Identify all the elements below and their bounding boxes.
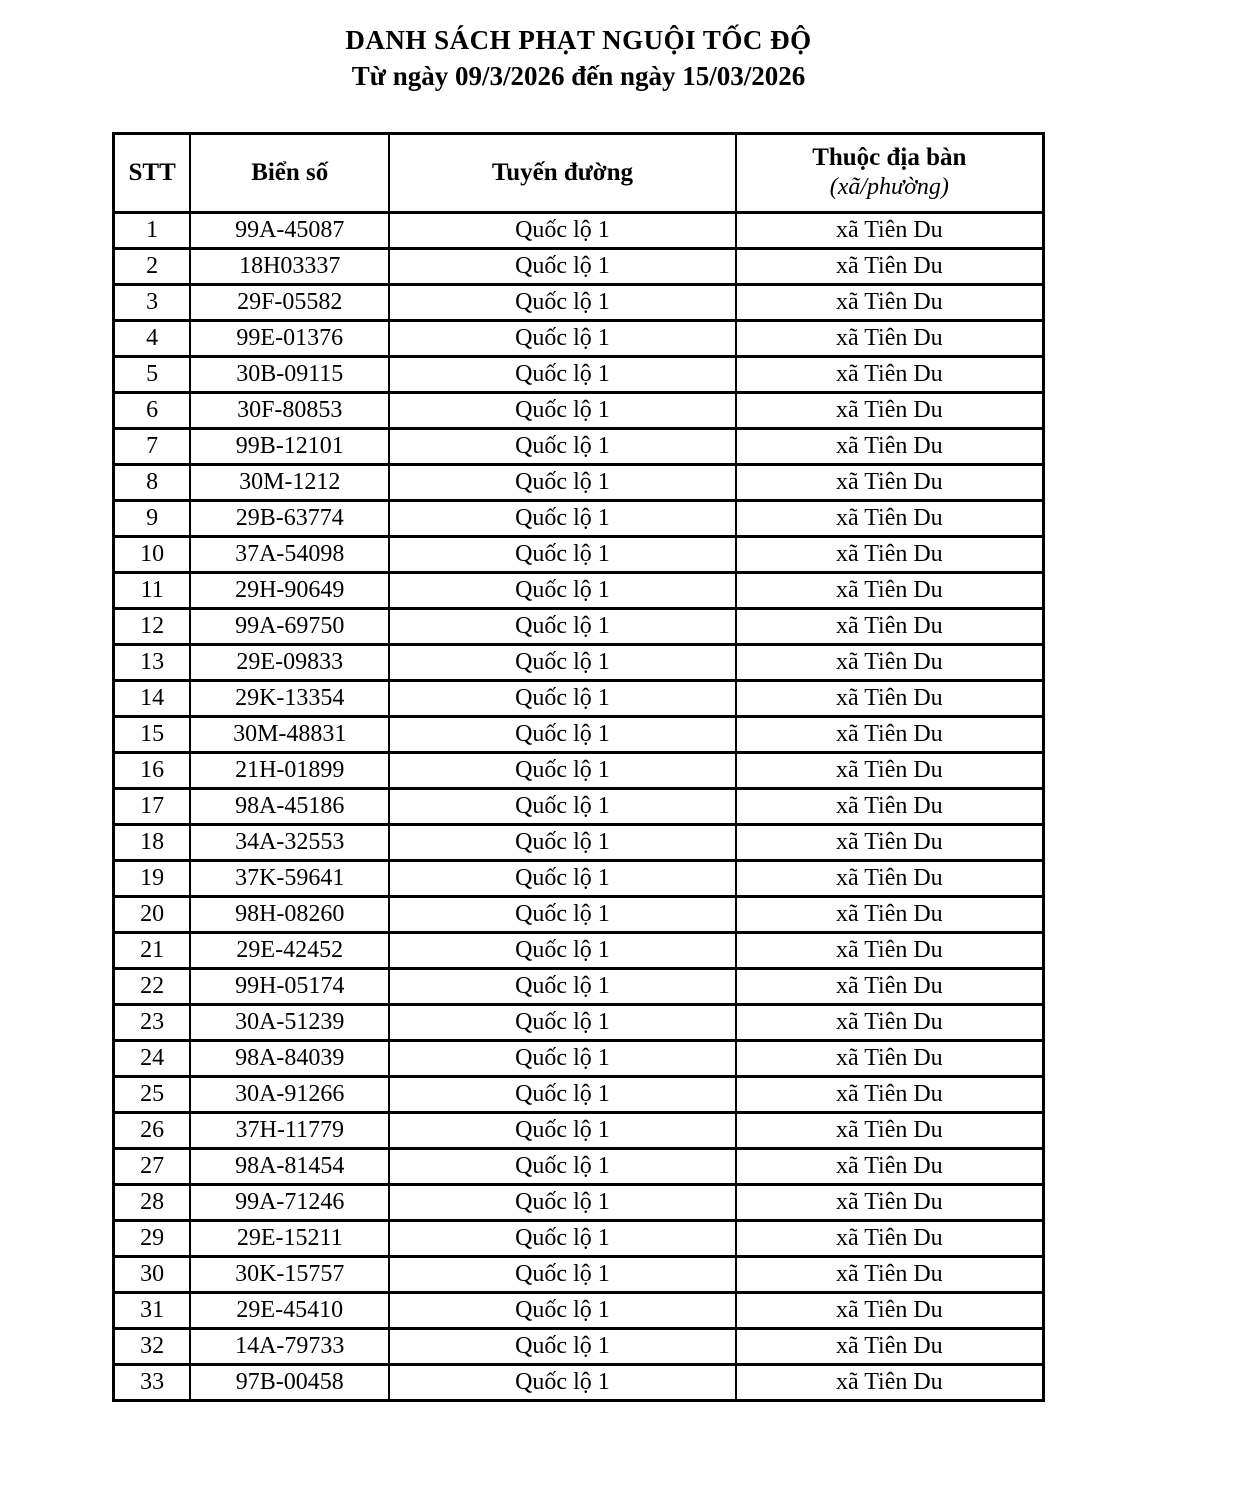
row-plate: 99B-12101 — [190, 428, 389, 464]
row-area: xã Tiên Du — [736, 752, 1044, 788]
row-plate: 99A-69750 — [190, 608, 389, 644]
row-area: xã Tiên Du — [736, 788, 1044, 824]
fines-table-header — [114, 133, 1044, 212]
row-area: xã Tiên Du — [736, 284, 1044, 320]
row-stt: 16 — [114, 752, 191, 788]
row-area: xã Tiên Du — [736, 824, 1044, 860]
table-row — [114, 896, 1044, 932]
row-stt: 27 — [114, 1148, 191, 1184]
row-stt: 31 — [114, 1292, 191, 1328]
row-stt: 7 — [114, 428, 191, 464]
row-plate: 30M-48831 — [190, 716, 389, 752]
row-plate: 99E-01376 — [190, 320, 389, 356]
row-route: Quốc lộ 1 — [389, 356, 735, 392]
row-plate: 29E-42452 — [190, 932, 389, 968]
row-stt: 1 — [114, 212, 191, 248]
row-plate: 29E-09833 — [190, 644, 389, 680]
table-row — [114, 1040, 1044, 1076]
document-content — [112, 0, 1045, 1402]
table-row — [114, 356, 1044, 392]
row-plate: 30M-1212 — [190, 464, 389, 500]
row-stt: 13 — [114, 644, 191, 680]
row-area: xã Tiên Du — [736, 356, 1044, 392]
row-area: xã Tiên Du — [736, 536, 1044, 572]
row-route: Quốc lộ 1 — [389, 1112, 735, 1148]
row-plate: 98A-84039 — [190, 1040, 389, 1076]
table-row — [114, 752, 1044, 788]
row-route: Quốc lộ 1 — [389, 320, 735, 356]
row-area: xã Tiên Du — [736, 428, 1044, 464]
row-stt: 33 — [114, 1364, 191, 1400]
row-area: xã Tiên Du — [736, 860, 1044, 896]
col-header-stt: STT — [114, 133, 191, 212]
fines-table-body — [114, 212, 1044, 1400]
table-row — [114, 1112, 1044, 1148]
table-row — [114, 968, 1044, 1004]
row-route: Quốc lộ 1 — [389, 536, 735, 572]
row-stt: 11 — [114, 572, 191, 608]
row-area: xã Tiên Du — [736, 1004, 1044, 1040]
table-row — [114, 644, 1044, 680]
row-stt: 14 — [114, 680, 191, 716]
row-route: Quốc lộ 1 — [389, 788, 735, 824]
row-stt: 12 — [114, 608, 191, 644]
row-plate: 99H-05174 — [190, 968, 389, 1004]
row-area: xã Tiên Du — [736, 1112, 1044, 1148]
row-route: Quốc lộ 1 — [389, 1004, 735, 1040]
table-row — [114, 1256, 1044, 1292]
row-route: Quốc lộ 1 — [389, 572, 735, 608]
row-stt: 4 — [114, 320, 191, 356]
row-stt: 6 — [114, 392, 191, 428]
row-stt: 28 — [114, 1184, 191, 1220]
row-route: Quốc lộ 1 — [389, 464, 735, 500]
row-stt: 19 — [114, 860, 191, 896]
row-area: xã Tiên Du — [736, 572, 1044, 608]
row-area: xã Tiên Du — [736, 716, 1044, 752]
row-plate: 37A-54098 — [190, 536, 389, 572]
row-route: Quốc lộ 1 — [389, 212, 735, 248]
page-title: DANH SÁCH PHẠT NGUỘI TỐC ĐỘ — [345, 25, 812, 55]
row-area: xã Tiên Du — [736, 1328, 1044, 1364]
row-stt: 8 — [114, 464, 191, 500]
row-plate: 30B-09115 — [190, 356, 389, 392]
table-row — [114, 1004, 1044, 1040]
row-area: xã Tiên Du — [736, 1184, 1044, 1220]
row-stt: 22 — [114, 968, 191, 1004]
row-route: Quốc lộ 1 — [389, 284, 735, 320]
row-plate: 29E-45410 — [190, 1292, 389, 1328]
row-stt: 3 — [114, 284, 191, 320]
row-route: Quốc lộ 1 — [389, 968, 735, 1004]
table-row — [114, 932, 1044, 968]
row-route: Quốc lộ 1 — [389, 896, 735, 932]
row-area: xã Tiên Du — [736, 968, 1044, 1004]
row-plate: 37H-11779 — [190, 1112, 389, 1148]
row-plate: 34A-32553 — [190, 824, 389, 860]
table-row — [114, 536, 1044, 572]
row-area: xã Tiên Du — [736, 320, 1044, 356]
table-row — [114, 824, 1044, 860]
row-plate: 29B-63774 — [190, 500, 389, 536]
table-row — [114, 1184, 1044, 1220]
row-route: Quốc lộ 1 — [389, 1040, 735, 1076]
row-area: xã Tiên Du — [736, 464, 1044, 500]
table-row — [114, 608, 1044, 644]
table-row — [114, 248, 1044, 284]
table-row — [114, 428, 1044, 464]
row-route: Quốc lộ 1 — [389, 716, 735, 752]
row-plate: 29H-90649 — [190, 572, 389, 608]
row-area: xã Tiên Du — [736, 248, 1044, 284]
row-stt: 2 — [114, 248, 191, 284]
col-header-area-title: Thuộc địa bàn — [812, 144, 967, 172]
row-plate: 21H-01899 — [190, 752, 389, 788]
row-area: xã Tiên Du — [736, 212, 1044, 248]
row-stt: 29 — [114, 1220, 191, 1256]
row-route: Quốc lộ 1 — [389, 644, 735, 680]
row-route: Quốc lộ 1 — [389, 824, 735, 860]
table-row — [114, 320, 1044, 356]
row-route: Quốc lộ 1 — [389, 248, 735, 284]
row-route: Quốc lộ 1 — [389, 1364, 735, 1400]
row-stt: 21 — [114, 932, 191, 968]
fines-table — [112, 132, 1045, 1402]
page-subtitle: Từ ngày 09/3/2026 đến ngày 15/03/2026 — [351, 60, 806, 91]
row-plate: 14A-79733 — [190, 1328, 389, 1364]
table-row — [114, 212, 1044, 248]
row-stt: 24 — [114, 1040, 191, 1076]
row-plate: 30F-80853 — [190, 392, 389, 428]
table-row — [114, 1148, 1044, 1184]
row-route: Quốc lộ 1 — [389, 1148, 735, 1184]
table-row — [114, 680, 1044, 716]
row-route: Quốc lộ 1 — [389, 860, 735, 896]
row-route: Quốc lộ 1 — [389, 428, 735, 464]
table-row — [114, 1328, 1044, 1364]
row-area: xã Tiên Du — [736, 1220, 1044, 1256]
row-stt: 17 — [114, 788, 191, 824]
row-stt: 32 — [114, 1328, 191, 1364]
row-area: xã Tiên Du — [736, 1256, 1044, 1292]
row-area: xã Tiên Du — [736, 896, 1044, 932]
row-plate: 18H03337 — [190, 248, 389, 284]
row-route: Quốc lộ 1 — [389, 1076, 735, 1112]
col-header-plate: Biển số — [190, 133, 389, 212]
row-route: Quốc lộ 1 — [389, 1220, 735, 1256]
table-row — [114, 464, 1044, 500]
table-row — [114, 572, 1044, 608]
row-route: Quốc lộ 1 — [389, 1184, 735, 1220]
table-row — [114, 788, 1044, 824]
row-stt: 26 — [114, 1112, 191, 1148]
row-plate: 30A-51239 — [190, 1004, 389, 1040]
row-route: Quốc lộ 1 — [389, 1328, 735, 1364]
header-row — [114, 133, 1044, 212]
col-header-area — [736, 133, 1044, 212]
row-plate: 99A-71246 — [190, 1184, 389, 1220]
row-area: xã Tiên Du — [736, 1040, 1044, 1076]
row-plate: 37K-59641 — [190, 860, 389, 896]
row-stt: 10 — [114, 536, 191, 572]
row-area: xã Tiên Du — [736, 680, 1044, 716]
row-route: Quốc lộ 1 — [389, 932, 735, 968]
row-area: xã Tiên Du — [736, 608, 1044, 644]
row-route: Quốc lộ 1 — [389, 1256, 735, 1292]
col-header-area-subtitle: (xã/phường) — [829, 174, 949, 201]
row-area: xã Tiên Du — [736, 932, 1044, 968]
table-row — [114, 1292, 1044, 1328]
table-row — [114, 284, 1044, 320]
row-stt: 23 — [114, 1004, 191, 1040]
row-route: Quốc lộ 1 — [389, 680, 735, 716]
table-row — [114, 500, 1044, 536]
row-area: xã Tiên Du — [736, 1076, 1044, 1112]
row-route: Quốc lộ 1 — [389, 752, 735, 788]
row-plate: 30A-91266 — [190, 1076, 389, 1112]
row-stt: 15 — [114, 716, 191, 752]
row-area: xã Tiên Du — [736, 1148, 1044, 1184]
row-route: Quốc lộ 1 — [389, 392, 735, 428]
row-area: xã Tiên Du — [736, 644, 1044, 680]
table-row — [114, 716, 1044, 752]
row-area: xã Tiên Du — [736, 500, 1044, 536]
col-header-route: Tuyến đường — [389, 133, 735, 212]
row-plate: 99A-45087 — [190, 212, 389, 248]
row-plate: 98A-45186 — [190, 788, 389, 824]
row-plate: 30K-15757 — [190, 1256, 389, 1292]
row-plate: 98H-08260 — [190, 896, 389, 932]
row-stt: 9 — [114, 500, 191, 536]
table-row — [114, 392, 1044, 428]
table-row — [114, 1076, 1044, 1112]
table-row — [114, 1220, 1044, 1256]
row-plate: 29K-13354 — [190, 680, 389, 716]
table-row — [114, 1364, 1044, 1400]
row-stt: 30 — [114, 1256, 191, 1292]
row-area: xã Tiên Du — [736, 392, 1044, 428]
row-plate: 29E-15211 — [190, 1220, 389, 1256]
row-plate: 29F-05582 — [190, 284, 389, 320]
row-stt: 5 — [114, 356, 191, 392]
row-stt: 20 — [114, 896, 191, 932]
row-plate: 98A-81454 — [190, 1148, 389, 1184]
row-area: xã Tiên Du — [736, 1364, 1044, 1400]
table-row — [114, 860, 1044, 896]
row-route: Quốc lộ 1 — [389, 500, 735, 536]
row-stt: 25 — [114, 1076, 191, 1112]
row-area: xã Tiên Du — [736, 1292, 1044, 1328]
row-stt: 18 — [114, 824, 191, 860]
row-route: Quốc lộ 1 — [389, 1292, 735, 1328]
row-route: Quốc lộ 1 — [389, 608, 735, 644]
row-plate: 97B-00458 — [190, 1364, 389, 1400]
